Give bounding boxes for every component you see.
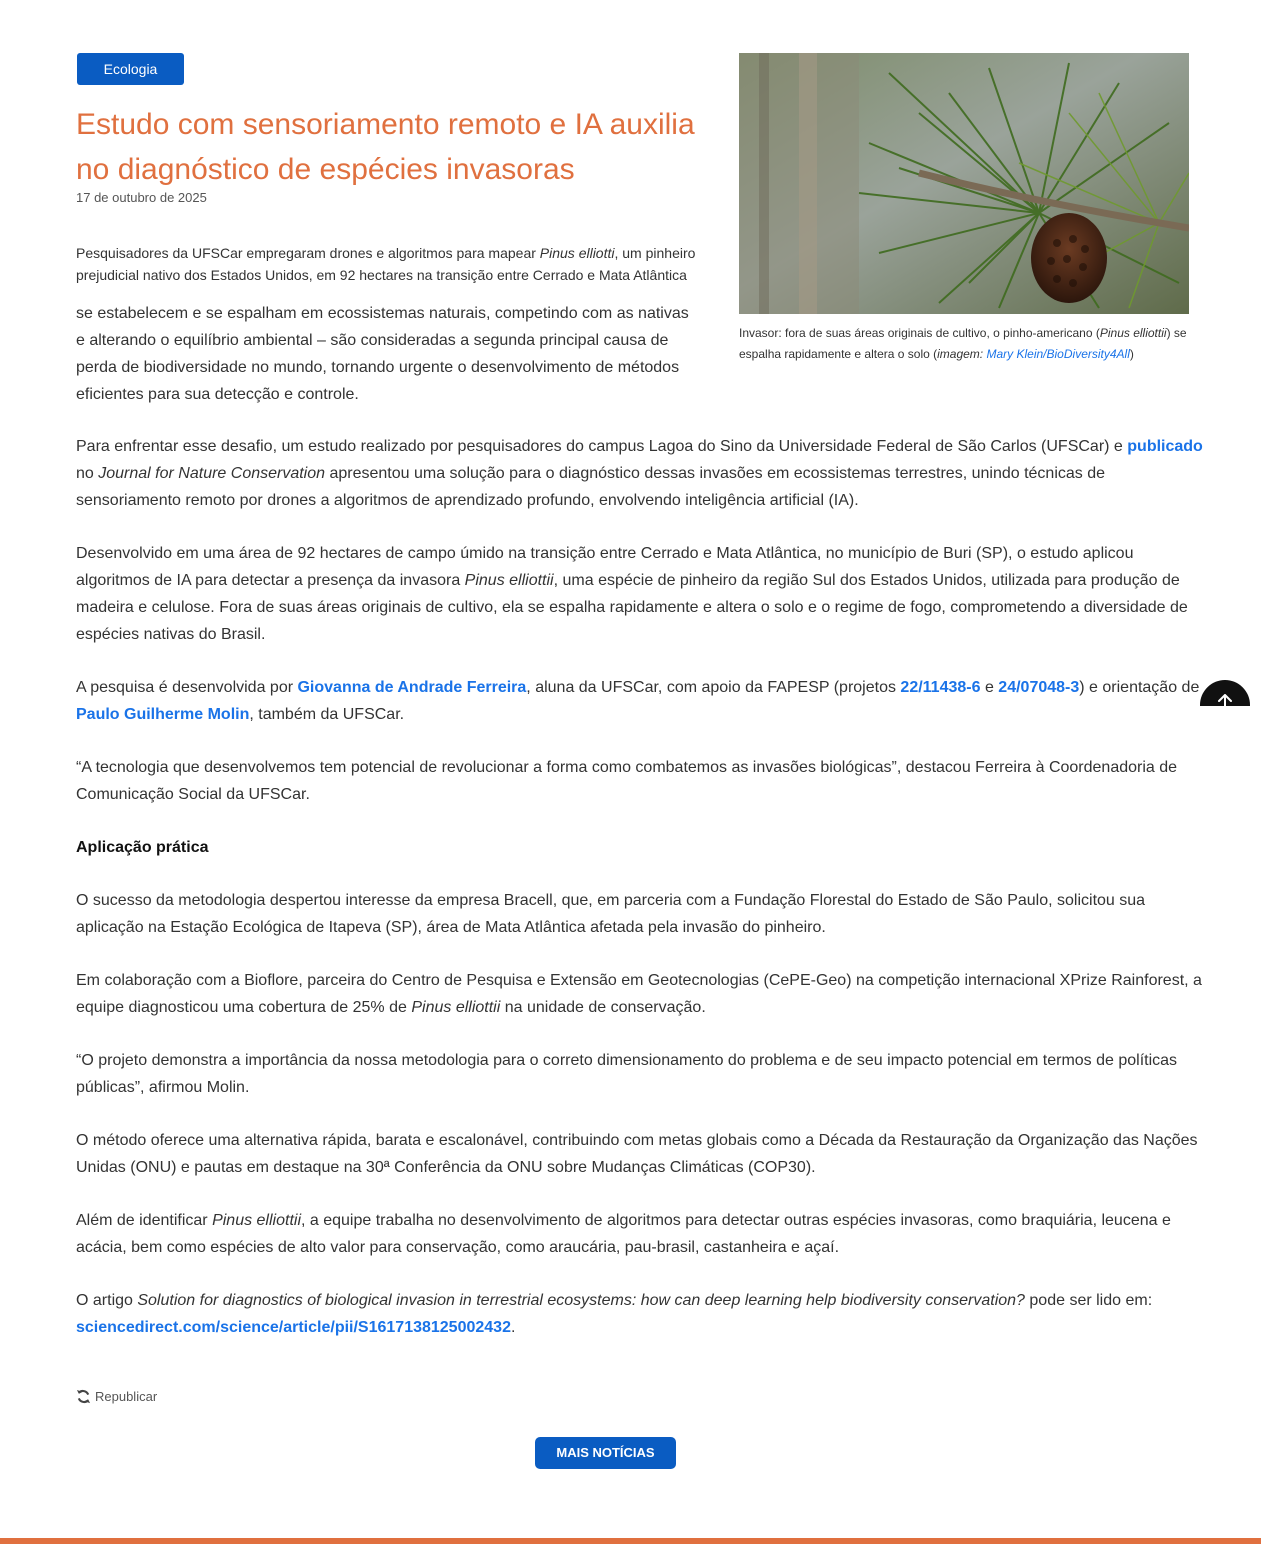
article-body: [76, 433, 1206, 1367]
body-paragraph-9: [76, 1207, 1206, 1261]
advisor-link[interactable]: Paulo Guilherme Molin: [76, 706, 250, 723]
lead-text: Pesquisadores da UFSCar empregaram drones e algoritmos para mapear: [76, 245, 540, 261]
republish-label: Republicar: [95, 1389, 158, 1404]
project-link-2[interactable]: 24/07048-3: [998, 679, 1080, 696]
scroll-to-top-button[interactable]: [1200, 680, 1250, 706]
species-name: Pinus elliottii: [411, 999, 501, 1016]
body-paragraph-2: [76, 540, 1206, 648]
article-figure: [739, 53, 1214, 365]
arrow-up-icon: [1218, 694, 1232, 706]
body-paragraph-6: [76, 967, 1206, 1021]
section-subheading: Aplicação prática: [76, 839, 209, 856]
text-span: apresentou uma solução para o diagnóstico dessas invasões em ecossistemas terrestres, unindo técnicas de sensoriamento remoto por drones a algoritmos de aprendizado profundo, envolvendo inteligência artificial (IA).: [76, 465, 1106, 509]
author-link[interactable]: Giovanna de Andrade Ferreira: [297, 679, 527, 696]
project-link-1[interactable]: 22/11438-6: [900, 679, 981, 696]
text-span: A pesquisa é desenvolvida por: [76, 679, 298, 696]
sciencedirect-link[interactable]: sciencedirect.com/science/article/pii/S1617138125002432: [76, 1319, 511, 1336]
credit-author-link[interactable]: Mary Klein: [986, 347, 1044, 361]
page-title: Estudo com sensoriamento remoto e IA auxilia no diagnóstico de espécies invasoras: [76, 108, 695, 186]
body-paragraph-3: [76, 674, 1206, 728]
caption-text: Invasor: fora de suas áreas originais de cultivo, o pinho-americano (: [739, 326, 1100, 340]
text-span: , a equipe trabalha no desenvolvimento de algoritmos para detectar outras espécies invasoras, como braquiária, leucena e acácia, bem como espécies de alto valor para conservação, como araucária, pau-brasil, castanheira e açaí.: [76, 1212, 1171, 1256]
text-span: .: [510, 1319, 516, 1336]
body-paragraph-4: “A tecnologia que desenvolvemos tem potencial de revolucionar a forma como combatemos as invasões biológicas”, destacou Ferreira à Coordenadoria de Comunicação Social da UFSCar.: [76, 759, 1178, 803]
text-span: ) e orientação de: [1079, 679, 1200, 696]
text-span: Em colaboração com a Bioflore, parceira do Centro de Pesquisa e Extensão em Geotecnologias (CePE-Geo) na competição internacional XPrize Rainforest, a equipe diagnosticou uma cobertura de 25% de: [76, 972, 1202, 1016]
species-name: Pinus elliottii: [212, 1212, 301, 1229]
text-span: , aluna da UFSCar, com apoio da FAPESP (projetos: [526, 679, 901, 696]
text-span: Além de identificar: [76, 1212, 213, 1229]
republish-button[interactable]: [76, 1389, 157, 1404]
text-span: Para enfrentar esse desafio, um estudo realizado por pesquisadores do campus Lagoa do Sino da Universidade Federal de São Carlos (UFSCar) e: [76, 438, 1128, 455]
body-paragraph-8: O método oferece uma alternativa rápida, barata e escalonável, contribuindo com metas globais como a Década da Restauração da Organização das Nações Unidas (ONU) e pautas em destaque na 30ª Conferência da ONU sobre Mudanças Climáticas (COP30).: [76, 1132, 1198, 1176]
species-name: Pinus elliottii: [464, 572, 554, 589]
caption-credit-prefix: imagem:: [937, 347, 987, 361]
text-span: , uma espécie de pinheiro da região Sul dos Estados Unidos, utilizada para produção de madeira e celulose. Fora de suas áreas originais de cultivo, ela se espalha rapidamente e altera o solo e o regime de fogo, comprometendo a diversidade de espécies nativas do Brasil.: [76, 572, 1188, 643]
pine-branch-photo: [739, 53, 1189, 314]
figure-caption: [739, 323, 1214, 365]
body-paragraph-5: O sucesso da metodologia despertou interesse da empresa Bracell, que, em parceria com a Fundação Florestal do Estado de São Paulo, solicitou sua aplicação na Estação Ecológica de Itapeva (SP), área de Mata Atlântica afetada pela invasão do pinheiro.: [76, 892, 1146, 936]
body-paragraph-7: “O projeto demonstra a importância da nossa metodologia para o correto dimensionamento do problema e de seu impacto potencial em termos de políticas públicas”, afirmou Molin.: [76, 1052, 1178, 1096]
text-span: e: [980, 679, 999, 696]
more-news-button[interactable]: MAIS NOTÍCIAS: [535, 1437, 676, 1469]
publication-date: 17 de outubro de 2025: [76, 190, 207, 205]
caption-text-middle: ) se espalha rapidamente e altera o solo (: [739, 326, 1187, 361]
credit-separator: /: [1043, 347, 1047, 361]
article-lead: [76, 242, 706, 297]
text-span: na unidade de conservação.: [500, 999, 706, 1016]
intro-paragraph: se estabelecem e se espalham em ecossistemas naturais, competindo com as nativas e alterando o equilíbrio ambiental – são consideradas a segunda principal causa de perda de biodiversidade no mundo, tornando urgente o desenvolvimento de métodos eficientes para sua detecção e controle.: [76, 305, 689, 403]
refresh-icon: [76, 1389, 91, 1404]
text-span: O artigo: [76, 1292, 138, 1309]
lead-text-end: , um pinheiro prejudicial nativo dos Estados Unidos, em 92 hectares na transição entre Cerrado e Mata Atlântica: [76, 245, 696, 283]
text-span: no: [76, 465, 99, 482]
credit-source-link[interactable]: BioDiversity4All: [1046, 347, 1130, 361]
caption-end: ): [1129, 347, 1134, 361]
caption-species: Pinus elliottii: [1099, 326, 1167, 340]
category-badge[interactable]: Ecologia: [77, 53, 184, 85]
lead-species: Pinus elliotti: [539, 245, 615, 261]
publicado-link[interactable]: publicado: [1127, 438, 1203, 455]
body-paragraph-10: [76, 1287, 1206, 1341]
text-span: , também da UFSCar.: [249, 706, 405, 723]
text-span: Desenvolvido em uma área de 92 hectares de campo úmido na transição entre Cerrado e Mata Atlântica, no município de Buri (SP), o estudo aplicou algoritmos de IA para detectar a presença da invasora: [76, 545, 1134, 589]
paper-title: Solution for diagnostics of biological invasion in terrestrial ecosystems: how can deep learning help biodiversity conservation?: [137, 1292, 1025, 1309]
body-paragraph-1: [76, 433, 1206, 514]
footer-accent-bar: [0, 1538, 1261, 1544]
text-span: pode ser lido em:: [1024, 1292, 1153, 1309]
journal-name: Journal for Nature Conservation: [98, 465, 326, 482]
